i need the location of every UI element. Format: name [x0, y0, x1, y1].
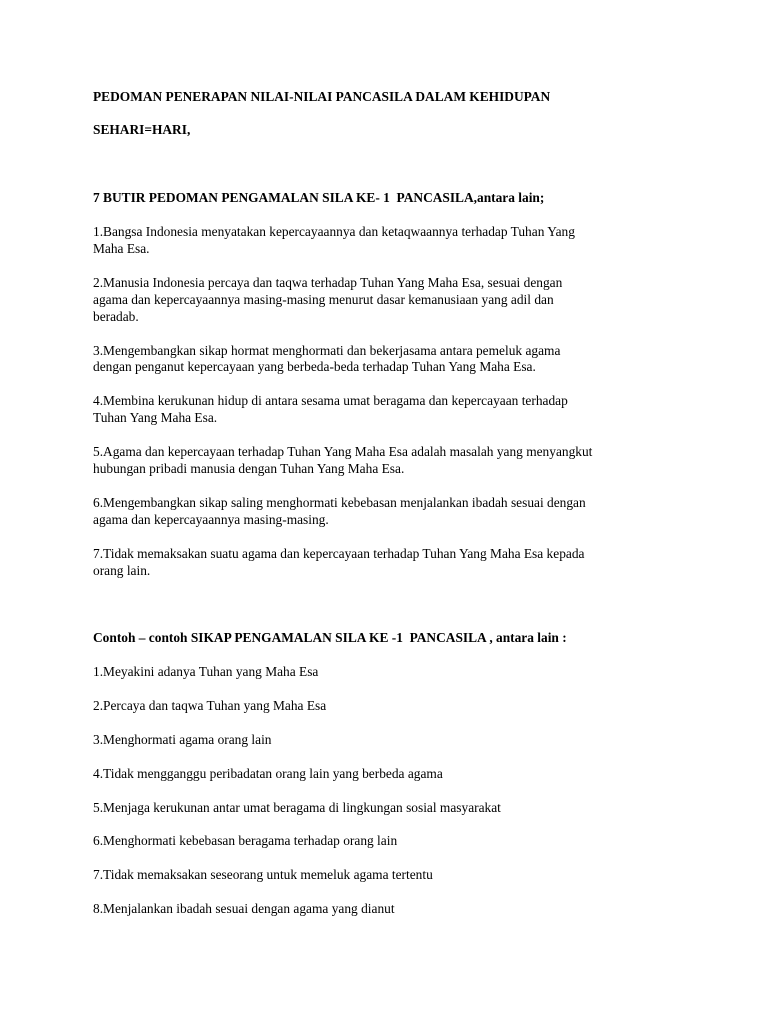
list-item-line: 7.Tidak memaksakan suatu agama dan kepercayaan terhadap Tuhan Yang Maha Esa kepada — [93, 546, 585, 561]
list-item-line: Tuhan Yang Maha Esa. — [93, 410, 218, 425]
list-item-line: agama dan kepercayaannya masing-masing. — [93, 512, 329, 527]
list-item-line: 6.Mengembangkan sikap saling menghormati kebebasan menjalankan ibadah sesuai dengan — [93, 495, 586, 510]
list-item: 2.Percaya dan taqwa Tuhan yang Maha Esa — [93, 698, 327, 713]
list-item-line: Maha Esa. — [93, 241, 150, 256]
list-item-line: dengan penganut kepercayaan yang berbeda-beda terhadap Tuhan Yang Maha Esa. — [93, 359, 536, 374]
list-item-line: orang lain. — [93, 563, 151, 578]
list-item: 8.Menjalankan ibadah sesuai dengan agama yang dianut — [93, 901, 395, 916]
list-item: 7.Tidak memaksakan seseorang untuk memeluk agama tertentu — [93, 867, 433, 882]
list-item-line: beradab. — [93, 309, 139, 324]
list-item: 1.Meyakini adanya Tuhan yang Maha Esa — [93, 664, 319, 679]
list-item-line: agama dan kepercayaannya masing-masing menurut dasar kemanusiaan yang adil dan — [93, 292, 554, 307]
list-item: 6.Menghormati kebebasan beragama terhadap orang lain — [93, 833, 398, 848]
list-item-line: hubungan pribadi manusia dengan Tuhan Yang Maha Esa. — [93, 461, 405, 476]
list-item: 4.Tidak mengganggu peribadatan orang lain yang berbeda agama — [93, 766, 443, 781]
list-item-line: 1.Bangsa Indonesia menyatakan kepercayaannya dan ketaqwaannya terhadap Tuhan Yang — [93, 224, 575, 239]
list-item: 3.Menghormati agama orang lain — [93, 732, 272, 747]
list-item: 5.Menjaga kerukunan antar umat beragama di lingkungan sosial masyarakat — [93, 800, 501, 815]
section-1-heading: 7 BUTIR PEDOMAN PENGAMALAN SILA KE- 1 PANCASILA,antara lain; — [93, 190, 545, 205]
section-2-heading: Contoh – contoh SIKAP PENGAMALAN SILA KE -1 PANCASILA , antara lain : — [93, 630, 567, 645]
list-item-line: 2.Manusia Indonesia percaya dan taqwa terhadap Tuhan Yang Maha Esa, sesuai dengan — [93, 275, 563, 290]
document-title-line-2: SEHARI=HARI, — [93, 122, 191, 137]
list-item-line: 5.Agama dan kepercayaan terhadap Tuhan Yang Maha Esa adalah masalah yang menyangkut — [93, 444, 593, 459]
list-item-line: 4.Membina kerukunan hidup di antara sesama umat beragama dan kepercayaan terhadap — [93, 393, 568, 408]
document-title-line-1: PEDOMAN PENERAPAN NILAI-NILAI PANCASILA DALAM KEHIDUPAN — [93, 89, 551, 104]
list-item-line: 3.Mengembangkan sikap hormat menghormati dan bekerjasama antara pemeluk agama — [93, 343, 561, 358]
